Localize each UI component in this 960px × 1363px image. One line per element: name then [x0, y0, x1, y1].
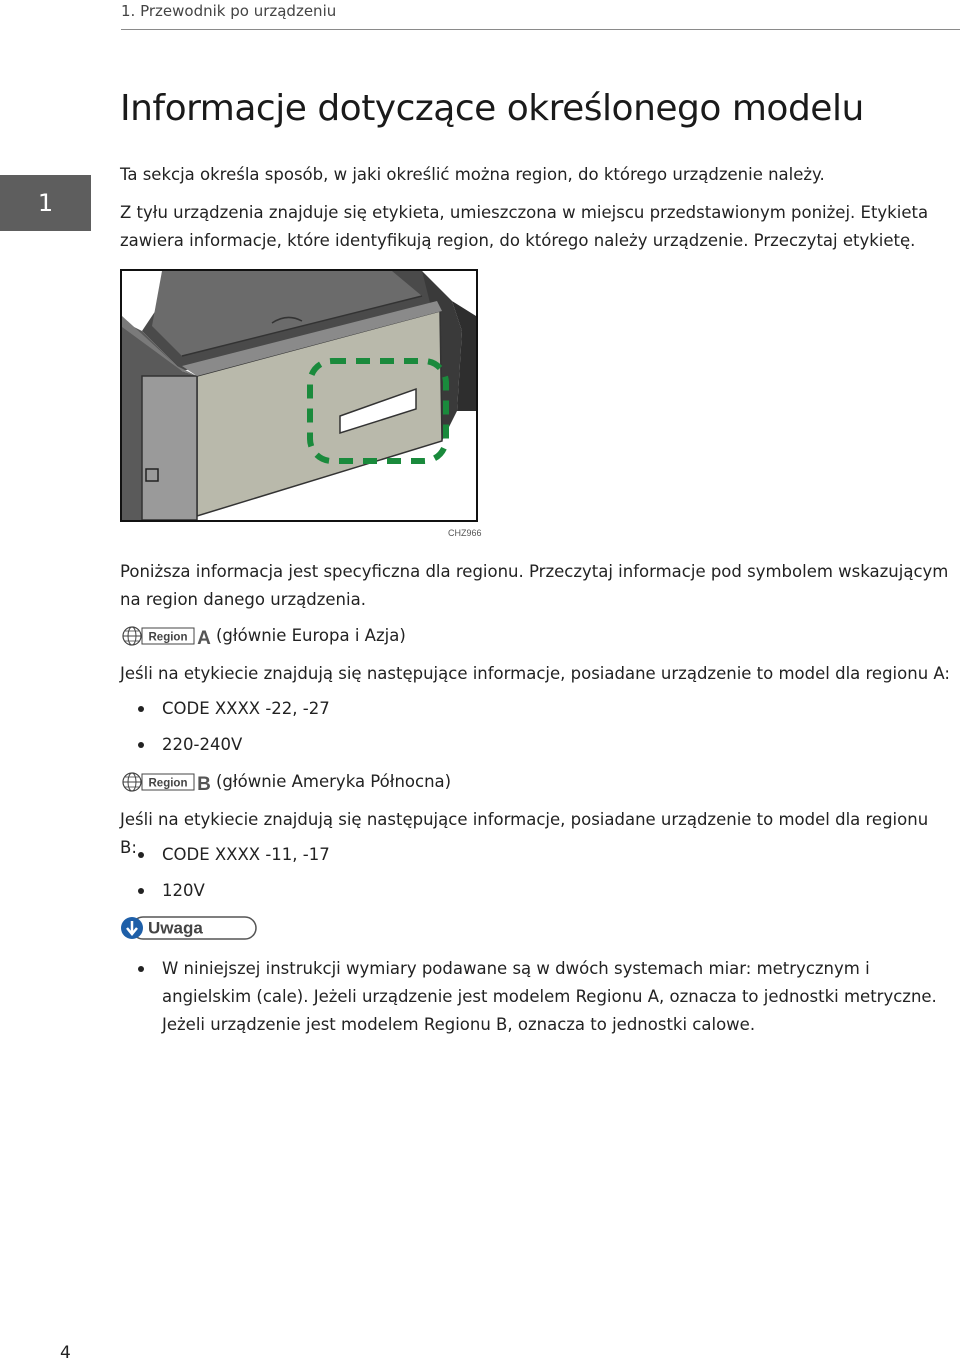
list-item: 220-240V: [138, 731, 950, 759]
region-b-description: Jeśli na etykiecie znajdują się następujące informacje, posiadane urządzenie to model dla regionu B:: [120, 810, 929, 857]
page-title: Informacje dotyczące określonego modelu: [120, 88, 864, 129]
bullet-icon: [138, 966, 144, 972]
svg-text:Region: Region: [148, 631, 188, 644]
svg-text:B: B: [197, 774, 211, 793]
device-illustration: [122, 271, 476, 520]
chapter-tab: 1: [0, 175, 91, 231]
bullet-icon: [138, 742, 144, 748]
list-item: CODE XXXX -11, -17: [138, 841, 950, 869]
bullet-icon: [138, 888, 144, 894]
region-a-description: Jeśli na etykiecie znajdują się następujące informacje, posiadane urządzenie to model dla regionu A:: [120, 664, 950, 683]
intro-paragraph-2: Z tyłu urządzenia znajduje się etykieta, umieszczona w miejscu przedstawionym poniżej. Etykieta zawiera informacje, które identyfikują region, do którego należy urządzenie. Przeczytaj etykietę.: [120, 203, 929, 250]
region-a-caption: (głównie Europa i Azja): [216, 626, 406, 645]
region-info-paragraph: Poniższa informacja jest specyficzna dla regionu. Przeczytaj informacje pod symbolem wskazującym na region danego urządzenia.: [120, 562, 949, 609]
bullet-icon: [138, 706, 144, 712]
region-b-heading: [120, 770, 451, 794]
list-item: CODE XXXX -22, -27: [138, 695, 950, 723]
region-b-badge: [120, 771, 214, 793]
note-label: [120, 915, 260, 941]
svg-text:Uwaga: Uwaga: [148, 918, 203, 938]
list-item: W niniejszej instrukcji wymiary podawane są w dwóch systemach miar: metrycznym i angielskim (cale). Jeżeli urządzenie jest modelem Regionu A, oznacza to jednostki metryczne. Jeżeli urządzenie jest modelem Regionu B, oznacza to jednostki calowe.: [138, 955, 950, 1039]
svg-text:Region: Region: [148, 777, 188, 790]
region-a-heading: [120, 624, 406, 648]
figure-code: CHZ966: [448, 528, 482, 538]
region-b-caption: (głównie Ameryka Północna): [216, 772, 452, 791]
svg-text:A: A: [197, 628, 211, 647]
page-number: 4: [60, 1343, 71, 1363]
intro-paragraph-1: Ta sekcja określa sposób, w jaki określić można region, do którego urządzenie należy.: [120, 165, 825, 184]
breadcrumb: 1. Przewodnik po urządzeniu: [121, 2, 337, 20]
header-divider: [121, 29, 960, 30]
device-label-figure: [120, 269, 478, 522]
region-a-badge: [120, 625, 214, 647]
bullet-icon: [138, 852, 144, 858]
list-item: 120V: [138, 877, 950, 905]
